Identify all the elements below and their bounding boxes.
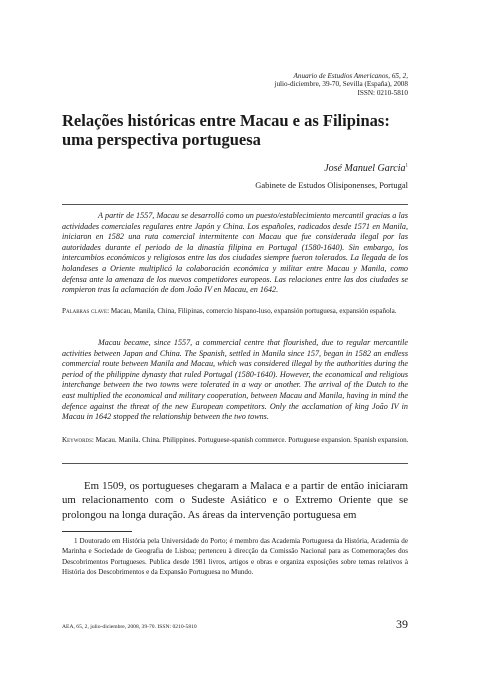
author-name: José Manuel Garcia [324,163,406,174]
keywords-spanish [62,307,430,317]
keywords-label: Keywords: [62,436,94,444]
journal-header [274,72,408,97]
article-title [62,111,422,149]
author-affiliation: Gabinete de Estudos Olisiponenses, Portugal [255,180,408,190]
footnote-rule [62,531,132,532]
keywords-english [62,436,430,446]
journal-name: Anuario de Estudios Americanos, 65, 2, [293,72,408,80]
body-paragraph: Em 1509, os portugueses chegaram a Malaca e a partir de então iniciaram um relacionamento com o Sudeste Asiático e o Extremo Oriente que se prolongou na longa duração. As áreas da intervenção portuguesa em [62,480,408,521]
divider-bottom [62,463,408,464]
keywords-label: Palabras clave: [62,307,110,315]
title-line-2: uma perspectiva portuguesa [62,130,261,149]
author [324,163,408,174]
page-footer-citation: AEA, 65, 2, julio-diciembre, 2008, 39-70. ISSN: 0210-5810 [62,624,197,630]
abstract-english: Macau became, since 1557, a commercial centre that flourished, due to regular mercantile activities between Japan and China. The Spanish, settled in Manila since 157, began in 1582 an endless commercial route between Manila and Macau, which was considered illegal by the authorities during the period of the philippine dynasty that ruled Portugal (1580-1640). However, the economical and religious interchange between the two towns were tolerated in a way or another. The arrival of the Dutch to the east multiplied the economical and military cooperation, between Macau and Manila, having in mind the defence against the threat of the new European competitors. Only the acclamation of king João IV in Macau in 1642 stopped the relationship between the two towns. [62,338,408,422]
keywords-text: Macau. Manila. China. Philippines. Portuguese-spanish commerce. Portuguese expansion. Spanish expansion. [95,436,409,444]
journal-issn: ISSN: 0210-5810 [357,88,408,97]
abstract-spanish: A partir de 1557, Macau se desarrolló como un puesto/establecimiento mercantil gracias a las actividades comerciales regulares entre Japón y China. Los españoles, radicados desde 1571 en Manila, iniciaron en 1582 una ruta comercial intermitente con Macau que fue considerada ilegal por las autoridades durante el periodo de la dinastía filipina en Portugal (1580-1640). Sin embargo, los intercambios económicos y religiosos entre las dos ciudades siempre fueron tolerados. La llegada de los holandeses a Oriente multiplicó la colaboración económica y militar entre Macau y Manila, como defensa ante la amenaza de los nuevos competidores europeos. Las relaciones entre las dos ciudades se rompieron tras la aclamación de dom João IV en Macau, en 1642. [62,211,408,295]
footnote: 1 Doutorado em História pela Universidade do Porto; é membro das Academia Portuguesa da História, Academia de Marinha e Sociedade de Geografia de Lisboa; pertenceu à direcção da Comissão Nacional para as Comemorações dos Descobrimentos Portugueses. Publica desde 1981 livros, artigos e obras e organiza exposições sobre temas relativos à História dos Descobrimentos e da Expansão Portuguesa no Mundo. [62,537,408,577]
keywords-text: Macau, Manila, China, Filipinas, comercio hispano-luso, expansión portuguesa, expansión española. [110,307,397,315]
divider-top [62,204,408,205]
author-footnote-mark: 1 [405,163,408,169]
title-line-1: Relações históricas entre Macau e as Filipinas: [62,111,390,130]
page-number: 39 [396,617,408,631]
journal-issue: julio-diciembre, 39-70, Sevilla (España), 2008 [274,80,408,89]
